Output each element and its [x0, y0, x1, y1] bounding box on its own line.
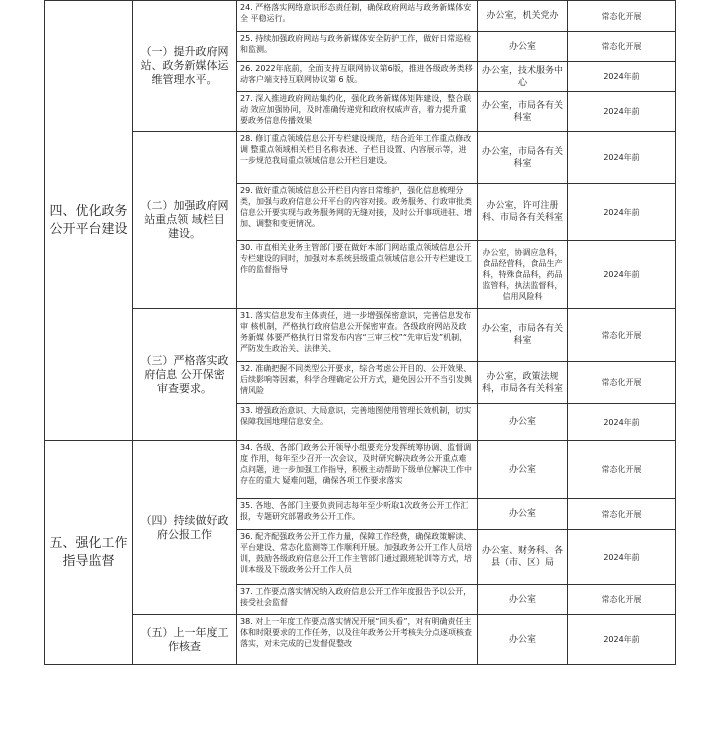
- dept-cell: 办公室: [478, 615, 568, 665]
- work-plan-table: [44, 0, 676, 665]
- table-row: [45, 132, 676, 184]
- dept-cell: 办公室: [478, 499, 568, 530]
- dept-cell: 办公室: [478, 404, 568, 441]
- task-cell: 28. 修订重点领域信息公开专栏建设规范，结合近年工作重点修改调 整重点领域相关栏目名称表述、子栏目设置、内容展示等，进一步规范我局重点领域信息公开栏目建设。: [237, 132, 478, 184]
- task-cell: 38. 对上一年度工作要点落实情况开展“回头看”，对有明确责任主体和时限要求的工作任务，以及往年政务公开考核失分点逐项核查落实，对未完成的已发督促整改: [237, 615, 478, 665]
- task-cell: 27. 深入推进政府网站集约化，强化政务新媒体矩阵建设，整合联动 效应加强协同，及时准确传递党和政府权威声音，着力提升重要政务信息传播效果: [237, 92, 478, 132]
- dept-cell: 办公室: [478, 585, 568, 615]
- task-cell: 26. 2022年底前，全面支持互联网协议第6版，推进各级政务类移动客户端支持互联网协议第 6 版。: [237, 62, 478, 92]
- time-cell: 2024年前: [568, 530, 676, 585]
- task-cell: 33. 增强政治意识、大局意识，完善地图使用管理长效机制，切实保障我国地理信息安全。: [237, 404, 478, 441]
- time-cell: 常态化开展: [568, 1, 676, 32]
- task-cell: 31. 落实信息发布主体责任，进一步增强保密意识，完善信息发布审 核机制，严格执行政府信息公开保密审查。各级政府网站及政务新媒 体要严格执行日常发布内容“三审三校”“先审后发”机制，严防发生政治关、法律关、: [237, 309, 478, 362]
- time-cell: 常态化开展: [568, 499, 676, 530]
- table-row: [45, 309, 676, 362]
- task-cell: 37. 工作要点落实情况纳入政府信息公开工作年度报告予以公开，接受社会监督: [237, 585, 478, 615]
- time-cell: 2024年前: [568, 404, 676, 441]
- section-title: 四、优化政务公开平台建设: [45, 1, 133, 441]
- dept-cell: 办公室，协调应急科，食品经营科，食品生产科，特殊食品科，药品监管科，执法监督科，信用风险科: [478, 241, 568, 309]
- time-cell: 常态化开展: [568, 441, 676, 499]
- table-row: [45, 1, 676, 32]
- dept-cell: 办公室，市局各有关科室: [478, 92, 568, 132]
- task-cell: 35. 各地、各部门主要负责同志每年至少听取1次政务公开工作汇报，专题研究部署政务公开工作。: [237, 499, 478, 530]
- time-cell: 2024年前: [568, 92, 676, 132]
- time-cell: 常态化开展: [568, 309, 676, 362]
- time-cell: 2024年前: [568, 62, 676, 92]
- subsection-title: （五）上一年度工作核查: [133, 615, 237, 665]
- time-cell: 2024年前: [568, 615, 676, 665]
- dept-cell: 办公室、财务科、各县（市、区）局: [478, 530, 568, 585]
- dept-cell: 办公室，市局各有关科室: [478, 132, 568, 184]
- subsection-title: （四）持续做好政府公报工作: [133, 441, 237, 615]
- table-row: [45, 615, 676, 665]
- task-cell: 34. 各级、各部门政务公开领导小组要充分发挥统筹协调、监督调度 作用，每年至少召开一次会议，及时研究解决政务公开重点难点问题，进一步加强工作指导，积极主动帮助下级单位解决工作中存在的重大 疑难问题，确保各项工作要求落实: [237, 441, 478, 499]
- task-cell: 36. 配齐配强政务公开工作力量，保障工作经费，确保政策解读、平台建设、常态化监测等工作顺利开展。加强政务公开工作人员培训，鼓励各级政府信息公开工作主管部门通过跟班轮训等方式，培训本级及下级政务公开工作人员: [237, 530, 478, 585]
- dept-cell: 办公室: [478, 32, 568, 62]
- task-cell: 24. 严格落实网络意识形态责任制，确保政府网站与政务新媒体安全 平稳运行。: [237, 1, 478, 32]
- time-cell: 常态化开展: [568, 32, 676, 62]
- dept-cell: 办公室，许可注册科、市局各有关科室: [478, 184, 568, 241]
- task-cell: 30. 市直相关业务主管部门要在做好本部门网站重点领域信息公开专栏建设的同时，加强对本系统县级重点领域信息公开专栏建设工作的监督指导: [237, 241, 478, 309]
- dept-cell: 办公室，技术服务中心: [478, 62, 568, 92]
- subsection-title: （三）严格落实政府信息 公开保密审查要求。: [133, 309, 237, 441]
- task-cell: 29. 做好重点领域信息公开栏目内容日常维护，强化信息梳理分类，加强与政府信息公开平台的内容对接。政务服务、行政审批类信息公开要实现与政务服务网的无缝对接，及时公开事项进驻、增加、调整和变更情况。: [237, 184, 478, 241]
- dept-cell: 办公室，政策法规科，市局各有关科室: [478, 362, 568, 404]
- table-row: [45, 441, 676, 499]
- dept-cell: 办公室，机关党办: [478, 1, 568, 32]
- task-cell: 25. 持续加强政府网站与政务新媒体安全防护工作，做好日常巡检和监测。: [237, 32, 478, 62]
- time-cell: 2024年前: [568, 132, 676, 184]
- section-title: 五、强化工作指导监督: [45, 441, 133, 665]
- subsection-title: （二）加强政府网站重点领 域栏目建设。: [133, 132, 237, 309]
- task-cell: 32. 准确把握不同类型公开要求，综合考虑公开目的、公开效果、后续影响等因素，科学合理确定公开方式，避免因公开不当引发舆情风险: [237, 362, 478, 404]
- subsection-title: （一）提升政府网站、政务新媒体运维管理水平。: [133, 1, 237, 132]
- time-cell: 常态化开展: [568, 362, 676, 404]
- time-cell: 2024年前: [568, 184, 676, 241]
- dept-cell: 办公室，市局各有关科室: [478, 309, 568, 362]
- time-cell: 2024年前: [568, 241, 676, 309]
- dept-cell: 办公室: [478, 441, 568, 499]
- time-cell: 常态化开展: [568, 585, 676, 615]
